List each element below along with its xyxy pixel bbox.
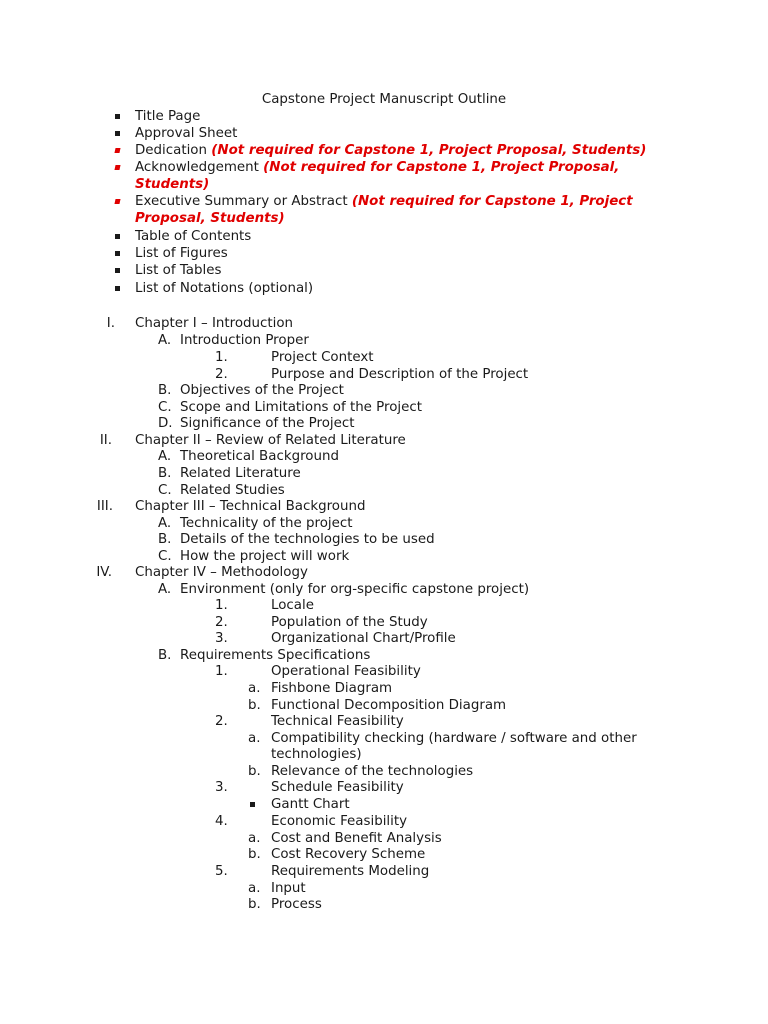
chapter-3-title: Chapter III – Technical Background: [135, 499, 366, 514]
outline-mark: D.: [158, 416, 173, 431]
ch4-item-b: Requirements Specifications: [180, 648, 371, 663]
chapter-numeral: IV.: [96, 565, 112, 580]
outline-mark: A.: [158, 582, 172, 597]
front-notations: List of Notations (optional): [135, 281, 314, 296]
ch1-item-a1: Project Context: [271, 350, 374, 365]
ch2-item-c: Related Studies: [180, 483, 285, 498]
front-acknowledgement: [135, 159, 619, 176]
ch4-item-b3-bullet: Gantt Chart: [271, 797, 350, 812]
bullet-icon: [115, 114, 120, 119]
ch4-item-b4b: Cost Recovery Scheme: [271, 847, 426, 862]
outline-mark: 4.: [215, 814, 228, 829]
front-figures: List of Figures: [135, 246, 228, 261]
outline-mark: A.: [158, 449, 172, 464]
ch4-item-b5: Requirements Modeling: [271, 864, 430, 879]
ch4-item-a2: Population of the Study: [271, 615, 428, 630]
ch4-item-a1: Locale: [271, 598, 314, 613]
bullet-icon: [115, 234, 120, 239]
chapter-2-title: Chapter II – Review of Related Literature: [135, 433, 406, 448]
outline-mark: 3.: [215, 631, 228, 646]
outline-mark: 2.: [215, 714, 228, 729]
ch3-item-c: How the project will work: [180, 549, 350, 564]
outline-mark: 3.: [215, 780, 228, 795]
acknowledgement-label: Acknowledgement: [135, 160, 259, 175]
outline-mark: C.: [158, 549, 172, 564]
executive-label: Executive Summary or Abstract: [135, 194, 348, 209]
ch1-item-d: Significance of the Project: [180, 416, 355, 431]
bullet-icon: [250, 802, 255, 807]
ch1-item-a: Introduction Proper: [180, 333, 309, 348]
red-bullet-icon: [114, 199, 120, 204]
chapter-4-title: Chapter IV – Methodology: [135, 565, 308, 580]
ch4-item-b4: Economic Feasibility: [271, 814, 408, 829]
outline-mark: a.: [248, 881, 261, 896]
dedication-label: Dedication: [135, 143, 207, 158]
ch4-item-a3: Organizational Chart/Profile: [271, 631, 456, 646]
ch3-item-a: Technicality of the project: [180, 516, 353, 531]
outline-mark: B.: [158, 383, 172, 398]
front-dedication: [135, 142, 646, 159]
outline-mark: a.: [248, 731, 261, 746]
ch3-item-b: Details of the technologies to be used: [180, 532, 435, 547]
acknowledgement-note-cont: Students): [135, 177, 210, 192]
ch4-item-b2a-cont: technologies): [271, 747, 362, 762]
outline-mark: B.: [158, 648, 172, 663]
outline-mark: 2.: [215, 367, 228, 382]
ch2-item-b: Related Literature: [180, 466, 301, 481]
outline-mark: b.: [248, 764, 261, 779]
bullet-icon: [115, 131, 120, 136]
ch4-item-b5b: Process: [271, 897, 322, 912]
outline-mark: C.: [158, 483, 172, 498]
chapter-1-title: Chapter I – Introduction: [135, 316, 294, 331]
bullet-icon: [115, 251, 120, 256]
outline-mark: a.: [248, 681, 261, 696]
outline-mark: B.: [158, 532, 172, 547]
chapter-numeral: II.: [99, 433, 112, 448]
outline-mark: 1.: [215, 350, 228, 365]
page-title: Capstone Project Manuscript Outline: [261, 92, 507, 107]
chapter-numeral: III.: [96, 499, 113, 514]
acknowledgement-note: (Not required for Capstone 1, Project Proposal,: [263, 160, 620, 175]
ch4-item-b1a: Fishbone Diagram: [271, 681, 393, 696]
ch1-item-a2: Purpose and Description of the Project: [271, 367, 529, 382]
ch4-item-b2a: Compatibility checking (hardware / software and other: [271, 731, 637, 746]
front-executive-summary: [135, 193, 633, 210]
outline-mark: A.: [158, 333, 172, 348]
outline-mark: C.: [158, 400, 172, 415]
outline-mark: A.: [158, 516, 172, 531]
bullet-icon: [115, 286, 120, 291]
outline-mark: 1.: [215, 664, 228, 679]
dedication-note: (Not required for Capstone 1, Project Proposal, Students): [211, 143, 647, 158]
ch4-item-b1: Operational Feasibility: [271, 664, 421, 679]
front-toc: Table of Contents: [135, 229, 252, 244]
outline-mark: 1.: [215, 598, 228, 613]
outline-mark: 2.: [215, 615, 228, 630]
ch4-item-b3: Schedule Feasibility: [271, 780, 404, 795]
outline-mark: b.: [248, 847, 261, 862]
outline-mark: B.: [158, 466, 172, 481]
ch4-item-b5a: Input: [271, 881, 306, 896]
outline-mark: b.: [248, 897, 261, 912]
outline-mark: b.: [248, 698, 261, 713]
ch4-item-b1b: Functional Decomposition Diagram: [271, 698, 507, 713]
ch1-item-b: Objectives of the Project: [180, 383, 344, 398]
ch4-item-a: Environment (only for org-specific capstone project): [180, 582, 530, 597]
chapter-numeral: I.: [106, 316, 115, 331]
ch4-item-b2: Technical Feasibility: [271, 714, 404, 729]
ch1-item-c: Scope and Limitations of the Project: [180, 400, 422, 415]
ch2-item-a: Theoretical Background: [180, 449, 339, 464]
bullet-icon: [115, 268, 120, 273]
outline-mark: 5.: [215, 864, 228, 879]
front-approval-sheet: Approval Sheet: [135, 126, 238, 141]
executive-note: (Not required for Capstone 1, Project: [351, 194, 633, 209]
ch4-item-b4a: Cost and Benefit Analysis: [271, 831, 442, 846]
outline-mark: a.: [248, 831, 261, 846]
ch4-item-b2b: Relevance of the technologies: [271, 764, 474, 779]
front-tables: List of Tables: [135, 263, 222, 278]
executive-note-cont: Proposal, Students): [135, 211, 285, 226]
front-title-page: Title Page: [135, 109, 201, 124]
red-bullet-icon: [114, 165, 120, 170]
red-bullet-icon: [114, 148, 120, 153]
